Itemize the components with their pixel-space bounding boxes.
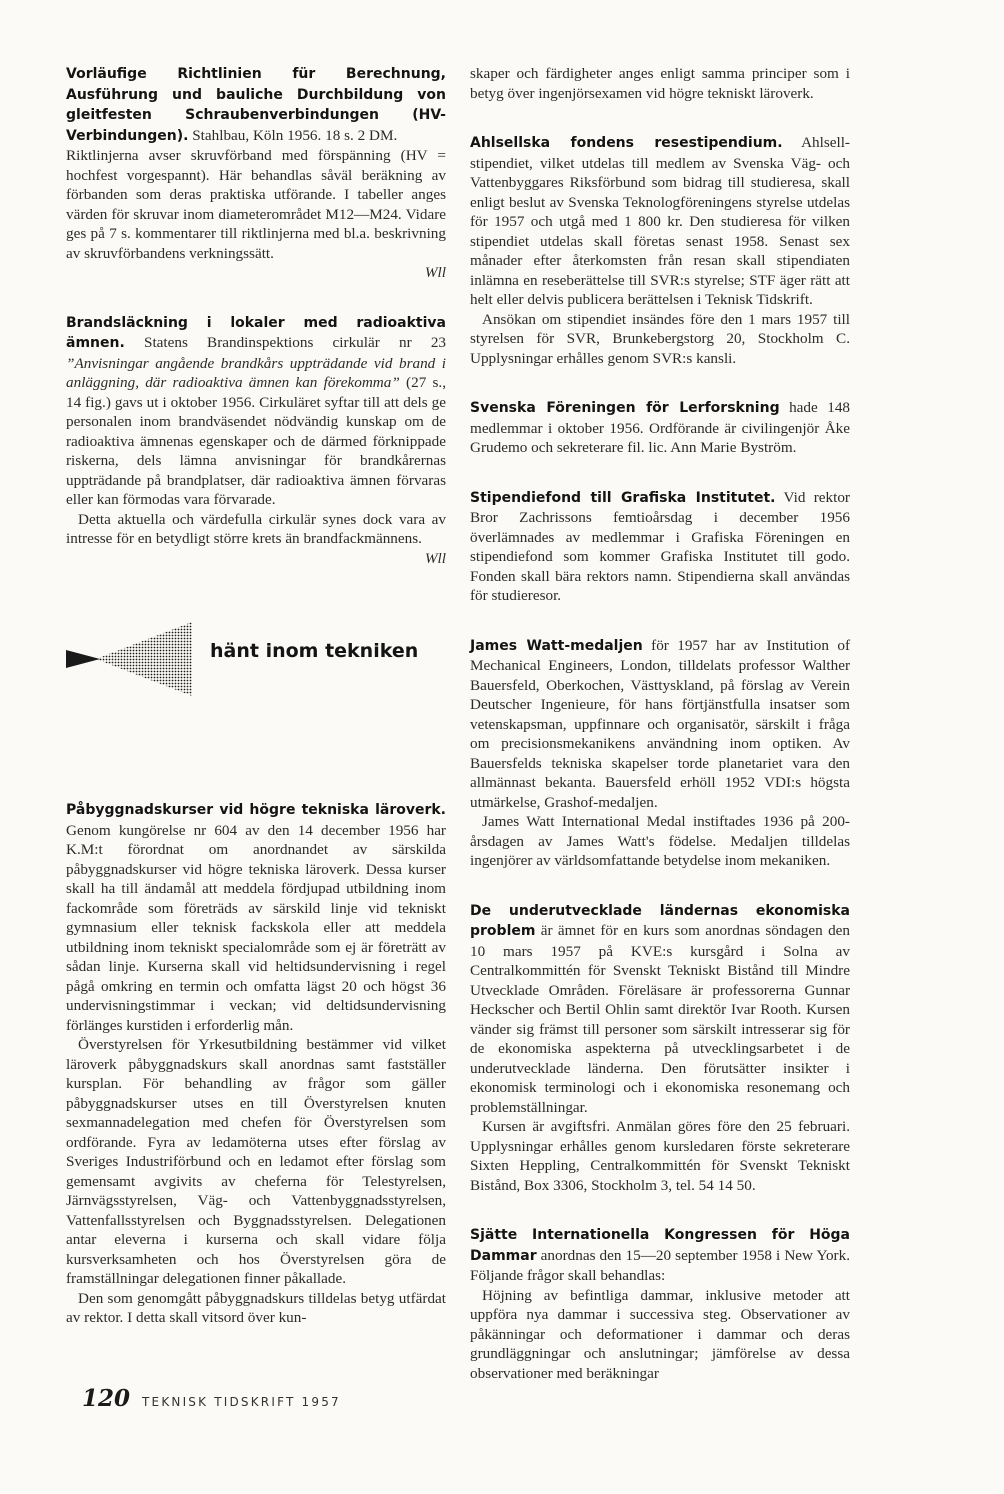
right-column — [470, 64, 850, 1413]
section-title: hänt inom tekniken — [210, 640, 419, 662]
article-heading: Vorläufige Richtlinien für Berechnung, Ausführung und bauliche Durchbildung von gleitfesten Schraubenverbindungen (HV-Verbindungen). — [66, 66, 446, 144]
article-lerforskning — [470, 398, 850, 458]
article-heading: De underutvecklade ländernas ekonomiska problem — [470, 902, 850, 939]
article-text: Ahlsell-stipendiet, vilket utdelas till medlem av Svenska Väg- och Vattenbyggares Riksförbund som bidrag till studieresa, skall enligt beslut av Svenska Teknologföreningens styrelse utdelas för 1957 och utgå med 1 800 kr. Den studieresa för vilken stipendiet utdelas skall företas senast 1958. Senast sex månader efter återkomsten från resan skall stipendiaten inlämna en reseberättelse till SVR:s styrelse; STF äger rätt att helt eller delvis publicera berättelsen i Teknisk Tidskrift. — [470, 134, 850, 308]
article-text: Detta aktuella och värdefulla cirkulär synes dock vara av intresse för en betydligt större krets än brandfackmännens. — [66, 510, 446, 547]
article-heading: Ahlsellska fondens resestipendium. — [470, 135, 783, 151]
circular-title: ”Anvisningar angående brandkårs uppträdande vid brand i anläggning, där radioaktiva ämnen kan förekomma” — [66, 354, 446, 391]
article-text: är ämnet för en kurs som anordnas söndagen den 10 mars 1957 på KVE:s kursgård i Solna av Centralkommittén för Svenskt Tekniskt Bistånd till Mindre Utvecklade Områden. Föreläsare är professorerna Gunnar Heckscher och Bertil Ohlin samt direktör Ivar Rooth. Kursen vänder sig främst till personer som särskilt intresserar sig för de ekonomiska aspekterna på utvecklingsarbetet i de underutvecklade länderna. Den förutsätter insikter i ekonomisk terminologi och i ekonomiska resonemang och problemställningar. — [470, 922, 851, 1116]
article-text: Höjning av befintliga dammar, inklusive metoder att uppföra nya dammar i successiva steg. Observationer av påkänningar och deformationer i dammar och deras grundläggningar och anslutningar; jämförelse av dessa observationer med beräkningar — [470, 1286, 850, 1382]
article-pabyggnadskurser — [66, 800, 446, 1328]
article-text: för 1957 har av Institution of Mechanical Engineers, London, tilldelats professor Walther Bauersfeld, Oberkochen, Västtyskland, på förslag av Verein Deutscher Ingenieure, för hans förtjänstfulla insatser som vetenskapsman, uppfinnare och organisatör, särskilt i fråga om precisionsmekanikens användning inom optiken. Av Bauersfelds tekniska skapelser torde planetariet vara den allmännast bekanta. Bauersfeld erhöll 1952 VDI:s högsta utmärkelse, Grashof-medaljen. — [470, 636, 850, 811]
article-underutvecklade-lander — [470, 901, 850, 1196]
section-banner — [66, 622, 446, 696]
article-heading: Sjätte Internationella Kongressen för Höga Dammar — [470, 1227, 850, 1264]
left-column — [66, 64, 446, 1358]
article-text: Ansökan om stipendiet insändes före den 1 mars 1957 till styrelsen för SVR, Brunkebergstorg 20, Stockholm C. Upplysningar erhålles genom SVR:s kansli. — [470, 310, 850, 367]
journal-name: TEKNISK TIDSKRIFT 1957 — [142, 1395, 341, 1409]
article-grafiska-institutet — [470, 488, 850, 606]
page-number: 120 — [82, 1385, 131, 1412]
article-text: Stahlbau, Köln 1956. 18 s. 2 DM. — [192, 126, 398, 144]
page-footer — [82, 1385, 341, 1412]
article-vorlaufige-richtlinien — [66, 64, 446, 283]
article-hoga-dammar — [470, 1225, 850, 1383]
article-text: Genom kungörelse nr 604 av den 14 december 1956 har K.M:t förordnat om anordnandet av särskilda påbyggnadskurser vid högre tekniska läroverk. Dessa kurser skall ha till ändamål att meddela fördjupad utbildning inom fackområde som företräds av särskild linje vid tekniskt gymnasium eller teknisk fackskola eller att meddela utbildning inom tekniskt specialområde som ej är företrätt av sådan linje. Kurserna skall vid heltidsundervisning i regel pågå omkring en termin och omfatta lägst 20 och högst 36 undervisningstimmar i veckan; vid deltidsundervisning förlänges kurstiden i erforderlig mån. — [66, 821, 446, 1034]
article-brandslackning — [66, 313, 446, 569]
article-text: (27 s., 14 fig.) gavs ut i oktober 1956. Cirkuläret syftar till att dels ge personalen inom brandväsendet nödvändig kunskap om de radioaktiva ämnenas egenskaper och de därmed förknippade riskerna, dels lämna anvisningar för brandkårernas uppträdande på brandplatser, där radioaktiva ämnen förvaras eller kan förmodas vara förvarade. — [66, 374, 447, 508]
article-heading: Stipendiefond till Grafiska Institutet. — [470, 489, 776, 506]
article-text: skaper och färdigheter anges enligt samma principer som i betyg över ingenjörsexamen vid högre tekniskt läroverk. — [470, 65, 850, 102]
article-heading: James Watt-medaljen — [470, 637, 643, 654]
article-text: anordnas den 15—20 september 1958 i New York. Följande frågor skall behandlas: — [470, 1246, 850, 1284]
author-signature: Wll — [424, 264, 446, 281]
arrow-dots-icon — [66, 622, 192, 696]
article-text: hade 148 medlemmar i oktober 1956. Ordförande är civilingenjör Åke Grudemo och sekreterare fil. lic. Ann Marie Byström. — [470, 399, 851, 456]
article-heading: Svenska Föreningen för Lerforskning — [470, 400, 780, 416]
article-text: Vid rektor Bror Zachrissons femtioårsdag i december 1956 överlämnades av medlemmar i Grafiska Föreningen en stipendiefond som kommer Grafiska Institutet till godo. Fonden skall bära rektors namn. Stipendierna skall användas för studieresor. — [470, 488, 850, 604]
article-heading: Brandsläckning i lokaler med radioaktiva ämnen. — [66, 314, 446, 351]
article-text: Kursen är avgiftsfri. Anmälan göres före den 25 februari. Upplysningar erhålles genom kursledaren förste sekreterare Sixten Heppling, Centralkommittén för Svenskt Tekniskt Bistånd, Box 3306, Stockholm 3, tel. 54 14 50. — [470, 1118, 850, 1194]
article-text: James Watt International Medal instiftades 1936 på 200-årsdagen av James Watt's födelse. Medaljen tilldelas ingenjörer av världsomfattande betydelse inom mekaniken. — [470, 813, 850, 869]
article-text: Riktlinjerna avser skruvförband med förspänning (HV = hochfest vorgespannt). Här behandlas såväl beräkning av förbanden som deras praktiska utförande. I tabeller anges värden för skruvar inom diameterområdet M12—M24. Vidare ges på 7 s. kommentarer till riktlinjerna med bl.a. beskrivning av skruvförbandens verkningssätt. — [66, 147, 446, 262]
article-text: Överstyrelsen för Yrkesutbildning bestämmer vid vilket läroverk påbyggnadskurs skall anordnas samt fastställer kursplan. För behandling av frågor som gäller påbyggnadskurser utses en till Överstyrelsen knuten sexmannadelegation med chefen för Överstyrelsen som ordförande. Fyra av ledamöterna utses efter förslag av Sveriges Industriförbund och en ledamot efter förslag som gemensamt avgivits av cheferna för Telestyrelsen, Järnvägsstyrelsen, Väg- och Vattenbyggnadsstyrelsen, Vattenfallsstyrelsen och Byggnadsstyrelsen. Delegationen antar eleverna i kurserna och skall vidare följa kursverksamheten och hos Överstyrelsen göra de framställningar delegationen finner påkallade. — [66, 1036, 446, 1287]
article-ahlsellska-fonden — [470, 133, 850, 368]
author-signature: Wll — [424, 549, 446, 567]
article-continuation — [470, 64, 850, 103]
article-text: Statens Brandinspektions cirkulär nr 23 — [144, 334, 447, 351]
article-james-watt-medaljen — [470, 636, 850, 871]
article-heading: Påbyggnadskurser vid högre tekniska läroverk. — [66, 802, 446, 818]
article-text: Den som genomgått påbyggnadskurs tilldelas betyg utfärdat av rektor. I detta skall vitsord över kun- — [66, 1289, 446, 1326]
